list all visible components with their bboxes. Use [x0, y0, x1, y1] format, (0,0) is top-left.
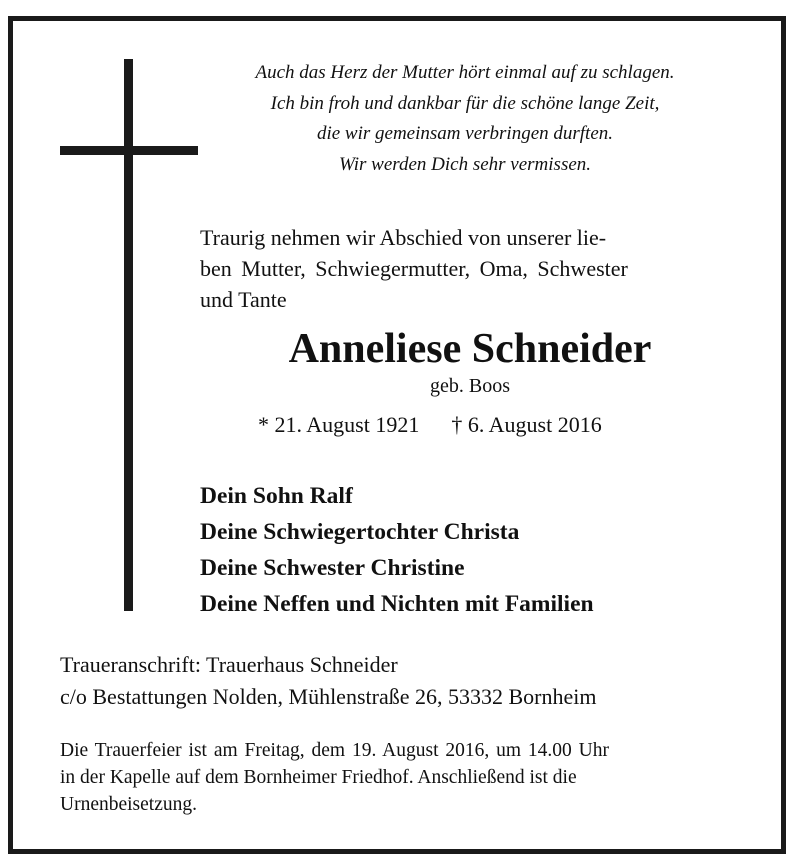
- intro-text: [200, 222, 741, 315]
- address-line: c/o Bestattungen Nolden, Mühlenstraße 26, 53332 Bornheim: [60, 684, 597, 709]
- intro-line: Traurig nehmen wir Abschied von unserer lie-: [200, 225, 607, 250]
- mourners-list: [200, 478, 760, 622]
- maiden-name: geb. Boos: [430, 375, 510, 397]
- intro-line: ben Mutter, Schwiegermutter, Oma, Schwester: [200, 256, 628, 281]
- mourner: Dein Sohn Ralf: [200, 483, 353, 509]
- service-line: Urnenbeisetzung.: [60, 794, 197, 815]
- death-date: † 6. August 2016: [451, 412, 602, 437]
- birth-date: * 21. August 1921: [258, 412, 420, 437]
- mourner: Deine Neffen und Nichten mit Familien: [200, 591, 594, 617]
- service-line: in der Kapelle auf dem Bornheimer Friedhof. Anschließend ist die: [60, 767, 577, 788]
- mourning-address: [60, 649, 760, 713]
- funeral-service-info: [60, 737, 750, 818]
- cross-icon: [124, 59, 133, 611]
- poem-line: Auch das Herz der Mutter hört einmal auf zu schlagen.: [255, 62, 675, 83]
- cross-icon-bar: [60, 146, 198, 155]
- poem-line: Wir werden Dich sehr vermissen.: [338, 153, 592, 175]
- address-line: Traueranschrift: Trauerhaus Schneider: [60, 652, 398, 677]
- service-line: Die Trauerfeier ist am Freitag, dem 19. August 2016, um 14.00 Uhr: [60, 740, 609, 761]
- poem-line: die wir gemeinsam verbringen durften.: [316, 123, 614, 144]
- deceased-name: Anneliese Schneider: [288, 326, 652, 372]
- life-dates: [258, 410, 698, 440]
- mourner: Deine Schwester Christine: [200, 555, 465, 581]
- mourner: Deine Schwiegertochter Christa: [200, 519, 520, 545]
- poem-line: Ich bin froh und dankbar für die schöne lange Zeit,: [270, 92, 660, 114]
- poem: [185, 58, 745, 180]
- intro-line: und Tante: [200, 287, 287, 312]
